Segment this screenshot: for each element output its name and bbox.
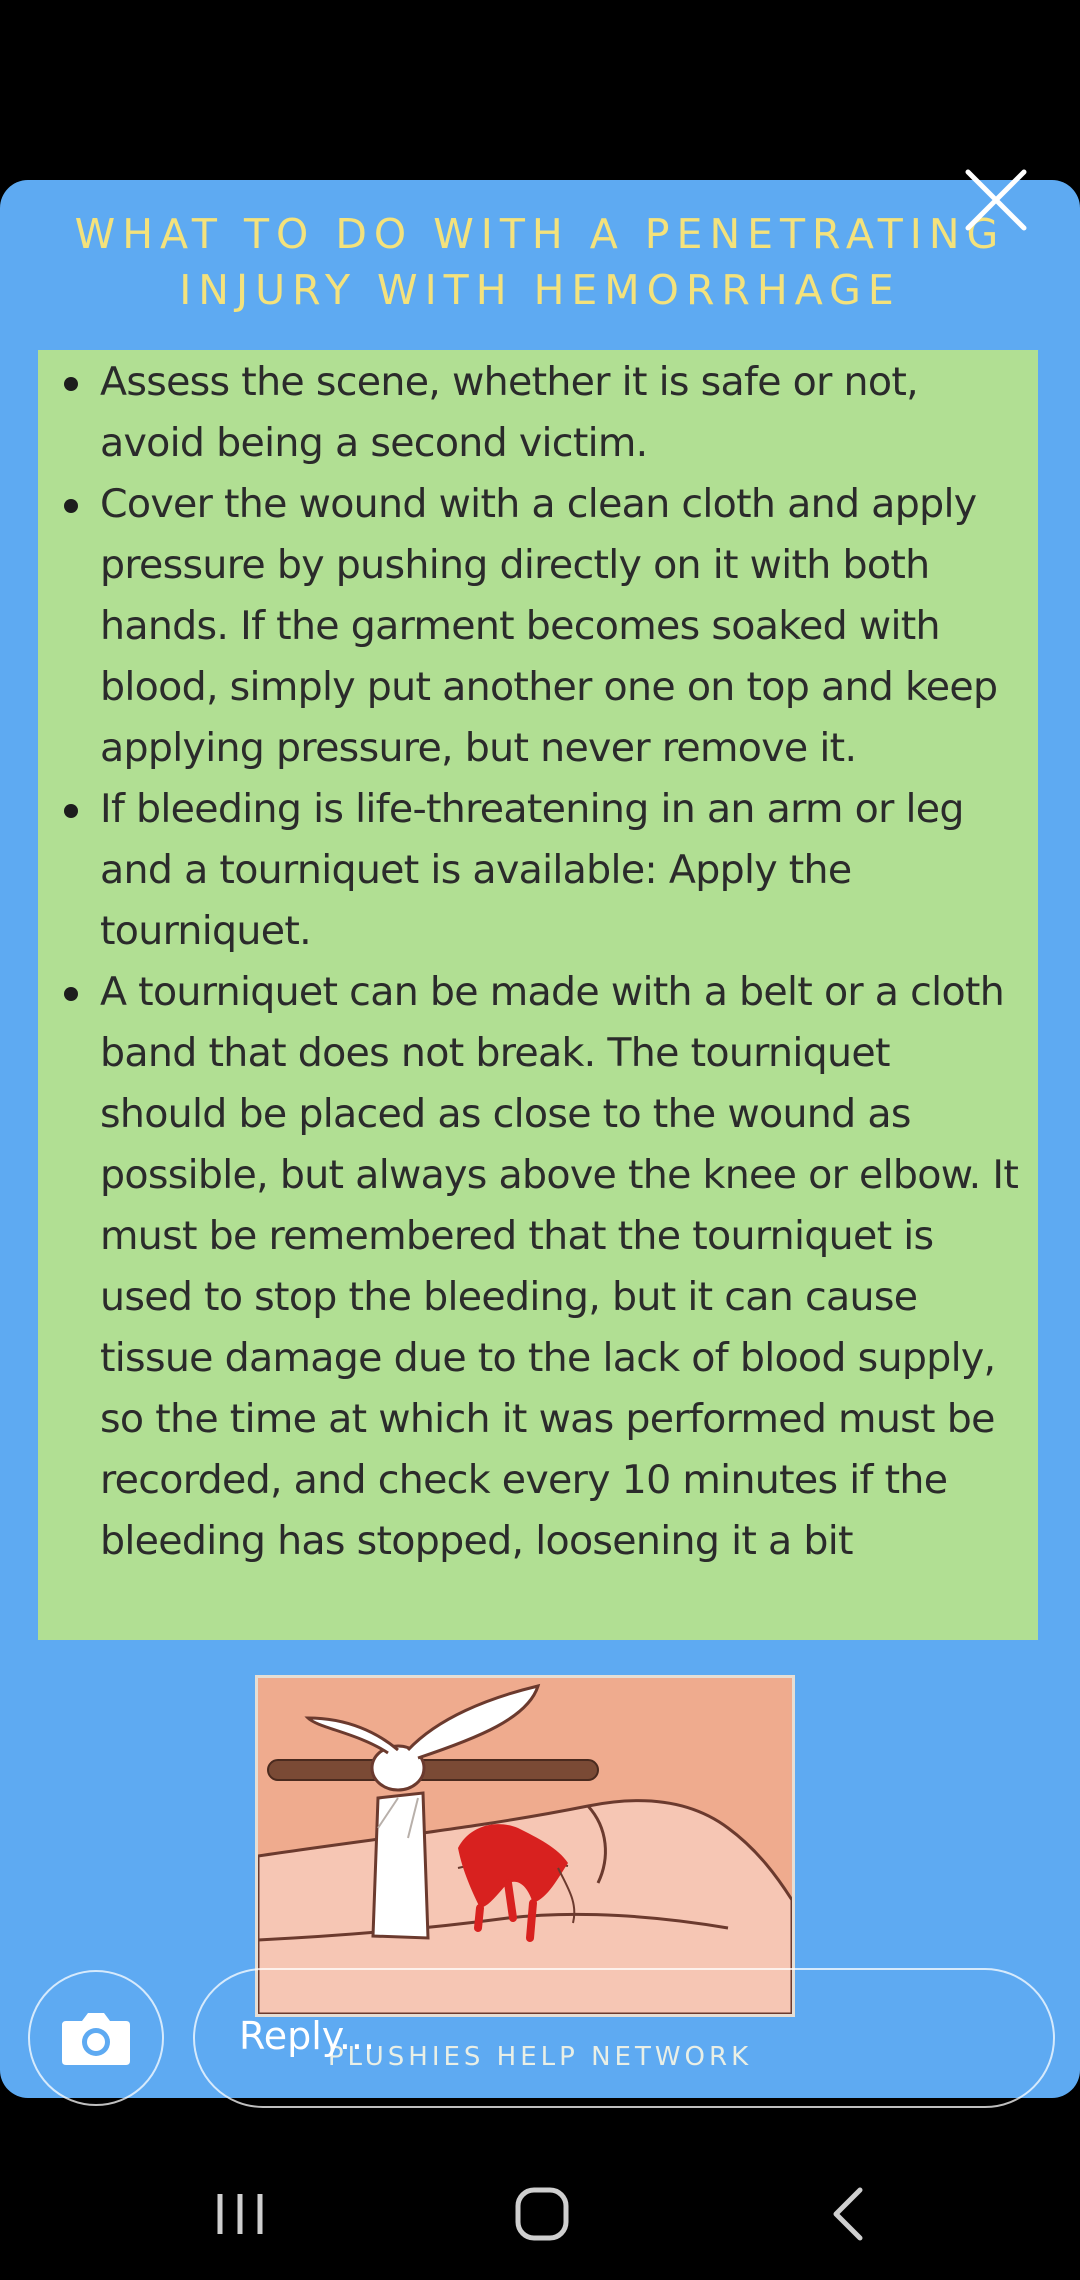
instruction-item: Cover the wound with a clean cloth and apply pressure by pushing directly on it with both hands. If the garment becomes soaked with blood, simply put another one on top and keep applying pressure, but never remove it. (100, 474, 1020, 779)
home-button[interactable] (512, 2184, 572, 2248)
close-icon (964, 168, 1028, 232)
instruction-item: A tourniquet can be made with a belt or a cloth band that does not break. The tourniquet should be placed as close to the wound as possible, but always above the knee or elbow. It must be remembered that the tourniquet is used to stop the bleeding, but it can cause tissue damage due to the lack of blood supply, so the time at which it was performed must be recorded, and check every 10 minutes if the bleeding has stopped, loosening it a bit (100, 962, 1020, 1572)
story-title (0, 206, 1080, 318)
home-icon (512, 2184, 572, 2244)
instruction-item: Assess the scene, whether it is safe or not, avoid being a second victim. (100, 352, 1020, 474)
reply-placeholder: Reply... (239, 2014, 376, 2058)
story-viewer (0, 180, 1080, 2098)
title-line-1: WHAT TO DO WITH A PENETRATING (74, 210, 1006, 258)
system-navigation-bar (0, 2160, 1080, 2280)
title-line-2: INJURY WITH HEMORRHAGE (179, 266, 901, 314)
recents-button[interactable] (210, 2184, 270, 2248)
reply-input[interactable] (193, 1968, 1055, 2108)
instructions-list (100, 352, 1020, 1572)
back-icon (820, 2184, 880, 2244)
camera-button[interactable] (28, 1970, 164, 2106)
footer-brand: PLUSHIES HELP NETWORK (327, 2042, 753, 2072)
back-button[interactable] (820, 2184, 880, 2248)
tourniquet-arm-illustration (255, 1675, 795, 2017)
close-button[interactable] (964, 168, 1028, 232)
camera-icon (60, 2009, 132, 2067)
recents-icon (210, 2184, 270, 2244)
instructions-card (38, 350, 1038, 1640)
instruction-item: If bleeding is life-threatening in an arm or leg and a tourniquet is available: Apply the tourniquet. (100, 779, 1020, 962)
